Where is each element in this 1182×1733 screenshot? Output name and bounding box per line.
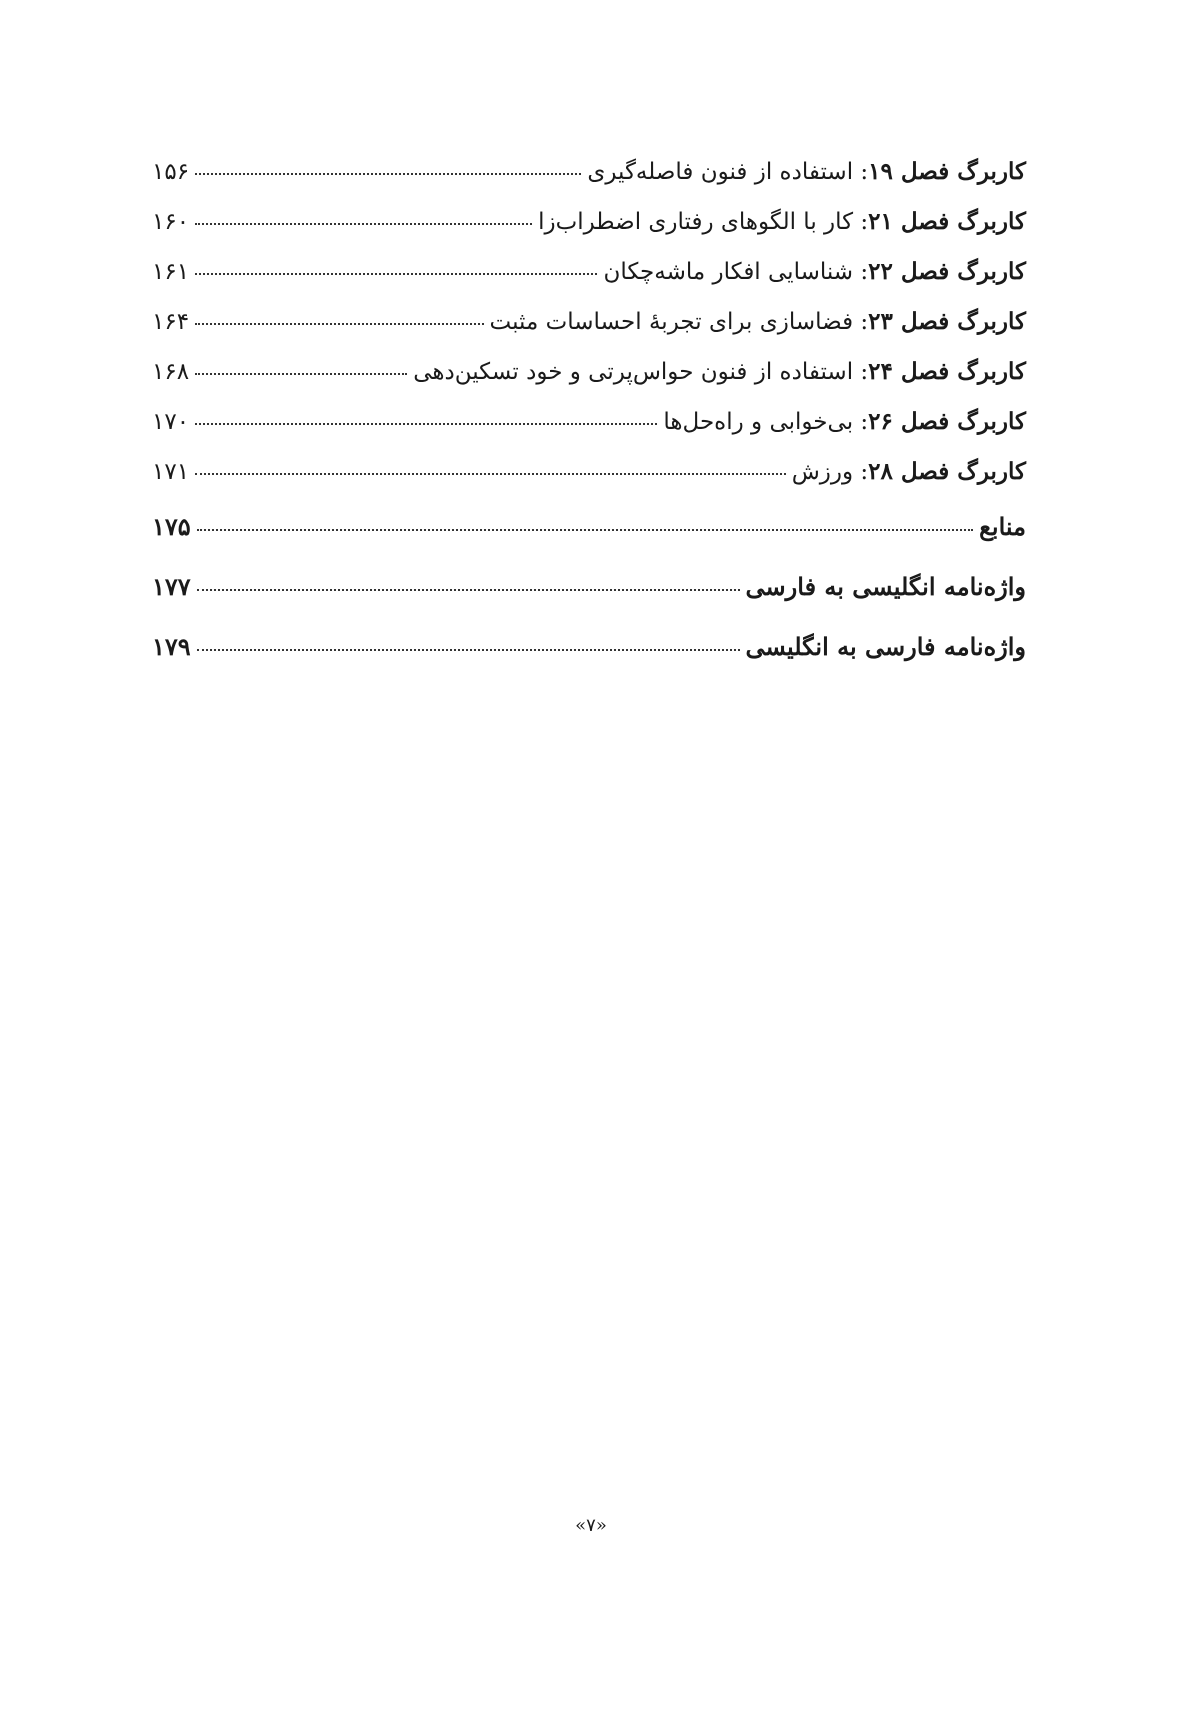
toc-entry-text: فضاسازی برای تجربهٔ احساسات مثبت [489,309,854,335]
toc-entry-page: ۱۶۰ [152,209,190,235]
toc-entry-page: ۱۷۱ [152,459,190,485]
toc-entry-text: بی‌خوابی و راه‌حل‌ها [663,409,854,435]
toc-entry-separator: : [853,409,869,435]
toc-entry-label: کاربرگ فصل ۲۸ [868,458,1026,485]
toc-section-page: ۱۷۹ [152,632,191,661]
toc-entry [152,408,1026,458]
toc-entry-title [538,208,1026,235]
toc-entry-separator: : [853,159,869,185]
toc-entry [152,458,1026,508]
page-number: «۷» [575,1515,607,1536]
toc-entry-label: کاربرگ فصل ۲۲ [868,258,1026,285]
toc-entry-text: کار با الگوهای رفتاری اضطراب‌زا [538,209,854,235]
toc-entry-separator: : [853,459,869,485]
toc-entry [152,358,1026,408]
dot-leader [197,529,973,531]
toc-entry-title [490,308,1027,335]
toc-entry-label: کاربرگ فصل ۱۹ [868,158,1026,185]
toc-section [152,572,1026,632]
dot-leader [195,323,483,325]
toc-entry-page: ۱۷۰ [152,409,190,435]
toc-entry-label: کاربرگ فصل ۲۴ [868,358,1026,385]
dot-leader [195,473,786,475]
toc-section-page: ۱۷۷ [152,572,191,601]
toc-entry-label: کاربرگ فصل ۲۱ [868,208,1026,235]
dot-leader [195,173,581,175]
toc-entry [152,208,1026,258]
toc-entry-page: ۱۶۸ [152,359,190,385]
toc-entry-separator: : [853,359,869,385]
toc-entry-separator: : [853,309,869,335]
toc-entry-text: ورزش [791,459,854,485]
toc-entry-title [413,358,1026,385]
toc-entry [152,308,1026,358]
toc-entry-title [587,158,1026,185]
dot-leader [197,649,740,651]
toc-entry-title [792,458,1026,485]
toc-entry-page: ۱۵۶ [152,159,190,185]
dot-leader [195,223,532,225]
toc-section [152,512,1026,572]
toc-entry [152,258,1026,308]
toc-entry-text: شناسایی افکار ماشه‌چکان [603,259,854,285]
toc-entry [152,158,1026,208]
toc-entry-title [603,258,1026,285]
toc-section-title: واژه‌نامه فارسی به انگلیسی [745,632,1026,661]
toc-entry-label: کاربرگ فصل ۲۳ [868,308,1026,335]
toc-entry-page: ۱۶۱ [152,259,190,285]
toc-entry-title [663,408,1026,435]
toc-section-page: ۱۷۵ [152,512,191,541]
dot-leader [195,273,597,275]
toc-entry-page: ۱۶۴ [152,309,190,335]
toc-section [152,632,1026,692]
toc-entry-text: استفاده از فنون حواس‌پرتی و خود تسکین‌دهی [413,359,854,385]
table-of-contents [152,158,1026,692]
dot-leader [195,373,407,375]
toc-entry-separator: : [853,259,869,285]
toc-entry-text: استفاده از فنون فاصله‌گیری [587,159,854,185]
toc-section-title: منابع [979,512,1026,541]
dot-leader [197,589,740,591]
dot-leader [195,423,657,425]
toc-entry-separator: : [853,209,869,235]
toc-section-title: واژه‌نامه انگلیسی به فارسی [745,572,1026,601]
toc-entry-label: کاربرگ فصل ۲۶ [868,408,1026,435]
